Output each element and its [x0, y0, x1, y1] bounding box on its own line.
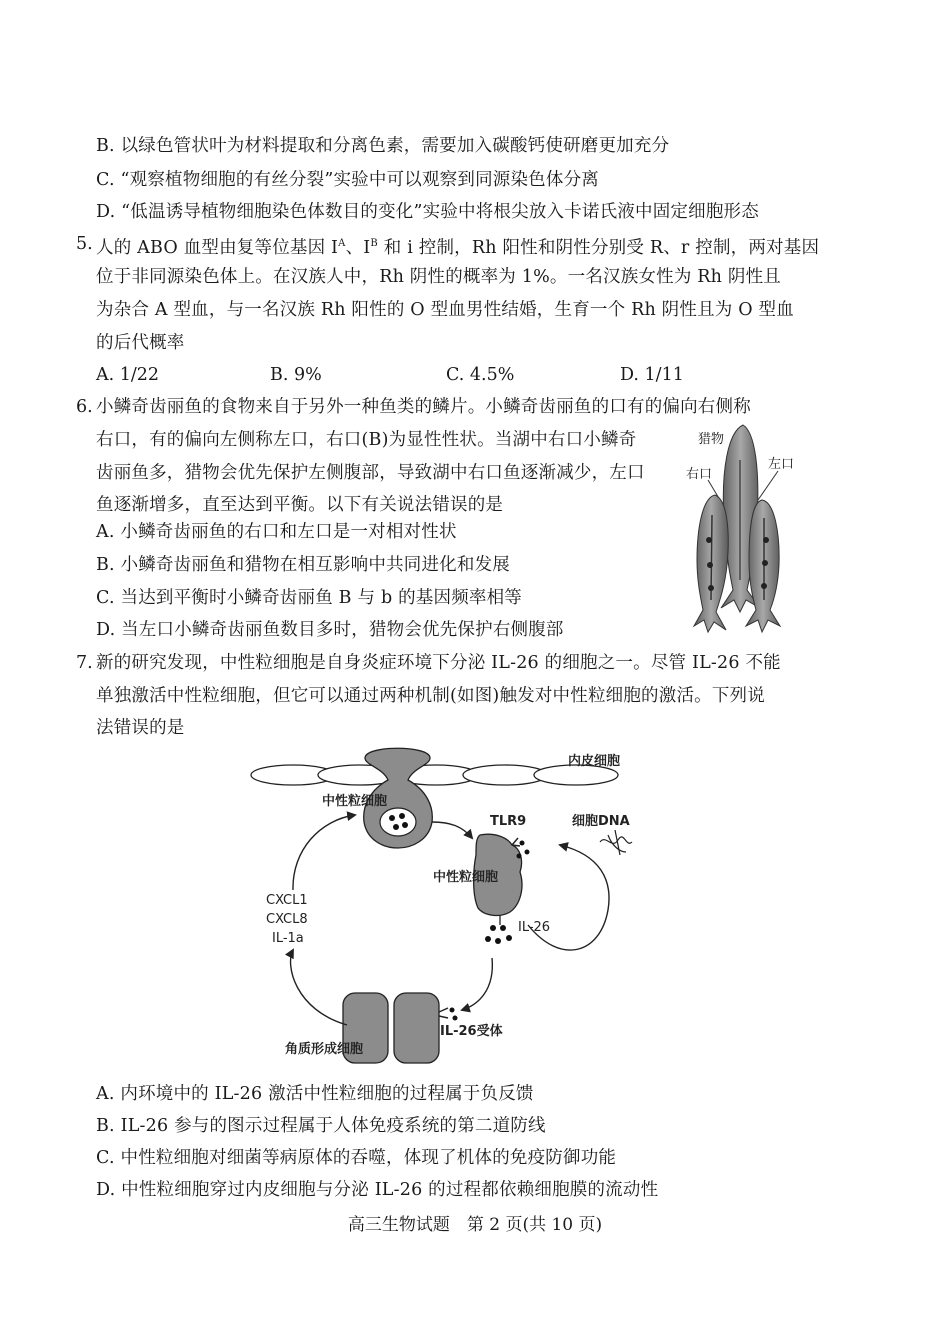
q5-stem-line3: 为杂合 A 型血，与一名汉族 Rh 阳性的 O 型血男性结婚，生育一个 Rh 阴性且为 O 型血	[96, 300, 794, 320]
q6-option-b: B. 小鳞奇齿丽鱼和猎物在相互影响中共同进化和发展	[96, 555, 510, 575]
q6-stem-line3: 齿丽鱼多，猎物会优先保护左侧腹部，导致湖中右口鱼逐渐减少，左口	[96, 463, 645, 483]
q4-option-d: D. “低温诱导植物细胞染色体数目的变化”实验中将根尖放入卡诺氏液中固定细胞形态	[96, 202, 759, 222]
label-il26-receptor: IL-26受体	[440, 1024, 503, 1039]
label-neutrophil-mid: 中性粒细胞	[433, 870, 499, 885]
q6-option-c: C. 当达到平衡时小鳞奇齿丽鱼 B 与 b 的基因频率相等	[96, 588, 523, 608]
q7-stem-line3: 法错误的是	[96, 718, 185, 738]
q7-stem-line1: 新的研究发现，中性粒细胞是自身炎症环境下分泌 IL-26 的细胞之一。尽管 IL-26 不能	[96, 653, 781, 673]
q7-option-b: B. IL-26 参与的图示过程属于人体免疫系统的第二道防线	[96, 1116, 546, 1136]
q5-option-c: C. 4.5%	[446, 365, 515, 385]
fish-label-right-mouth: 右口	[686, 467, 713, 482]
q7-option-a: A. 内环境中的 IL-26 激活中性粒细胞的过程属于负反馈	[96, 1084, 534, 1104]
fish-label-prey: 猎物	[698, 432, 725, 447]
il26-dots	[485, 925, 512, 944]
q7-option-d: D. 中性粒细胞穿过内皮细胞与分泌 IL-26 的过程都依赖细胞膜的流动性	[96, 1180, 659, 1200]
cell-dna-icon	[600, 830, 632, 855]
q6-stem-line4: 鱼逐渐增多，直至达到平衡。以下有关说法错误的是	[96, 495, 504, 515]
arrow-keratinocyte-up	[291, 950, 347, 1025]
il26-receptor-icon	[439, 1008, 448, 1018]
q5-stem-line4: 的后代概率	[96, 333, 185, 353]
q6-option-d: D. 当左口小鳞奇齿丽鱼数目多时，猎物会优先保护右侧腹部	[96, 620, 564, 640]
label-keratinocyte: 角质形成细胞	[285, 1042, 364, 1057]
q5-option-d: D. 1/11	[620, 365, 684, 385]
q7-option-c: C. 中性粒细胞对细菌等病原体的吞噬，体现了机体的免疫防御功能	[96, 1148, 617, 1168]
q5-option-b: B. 9%	[270, 365, 322, 385]
page-footer: 高三生物试题 第 2 页(共 10 页)	[347, 1215, 603, 1235]
endothelial-cell-row	[251, 765, 618, 785]
label-endothelial: 内皮细胞	[568, 754, 621, 769]
tlr9-receptor	[512, 838, 520, 846]
arrow-il26-to-receptor	[462, 958, 492, 1010]
label-neutrophil-top: 中性粒细胞	[322, 794, 388, 809]
q6-stem-line2: 右口，有的偏向左侧称左口，右口(B)为显性性状。当湖中右口小鳞奇	[96, 430, 637, 450]
arrow-cxcl-to-neutrophil	[293, 815, 355, 890]
label-cxcl8: CXCL8	[266, 912, 308, 927]
q5-number: 5.	[76, 234, 93, 254]
q5-stem-line2: 位于非同源染色体上。在汉族人中，Rh 阴性的概率为 1%。一名汉族女性为 Rh 阴性且	[96, 267, 782, 287]
label-il1a: IL-1a	[272, 931, 304, 946]
arrow-top-to-mid	[432, 822, 472, 838]
label-tlr9: TLR9	[490, 814, 527, 829]
q7-stem-line2: 单独激活中性粒细胞，但它可以通过两种机制(如图)触发对中性粒细胞的激活。下列说	[96, 686, 765, 706]
q4-option-b: B. 以绿色管状叶为材料提取和分离色素，需要加入碳酸钙使研磨更加充分	[96, 136, 670, 156]
label-cell-dna: 细胞DNA	[572, 814, 630, 829]
label-il26: IL-26	[518, 920, 551, 935]
q6-option-a: A. 小鳞奇齿丽鱼的右口和左口是一对相对性状	[96, 522, 457, 542]
fish-label-left-mouth: 左口	[768, 457, 795, 472]
q6-number: 6.	[76, 397, 93, 417]
q5-stem-line1: 人的 ABO 血型由复等位基因 $I^A$、$I^B$ 和 i 控制，Rh 阳性和阴性分别受 R、r 控制，两对基因	[96, 238, 820, 258]
label-cxcl1: CXCL1	[266, 893, 308, 908]
q7-number: 7.	[76, 653, 93, 673]
q5-option-a: A. 1/22	[96, 365, 160, 385]
q6-stem-line1: 小鳞奇齿丽鱼的食物来自于另外一种鱼类的鳞片。小鳞奇齿丽鱼的口有的偏向右侧称	[96, 397, 751, 417]
q4-option-c: C. “观察植物细胞的有丝分裂”实验中可以观察到同源染色体分离	[96, 170, 599, 190]
